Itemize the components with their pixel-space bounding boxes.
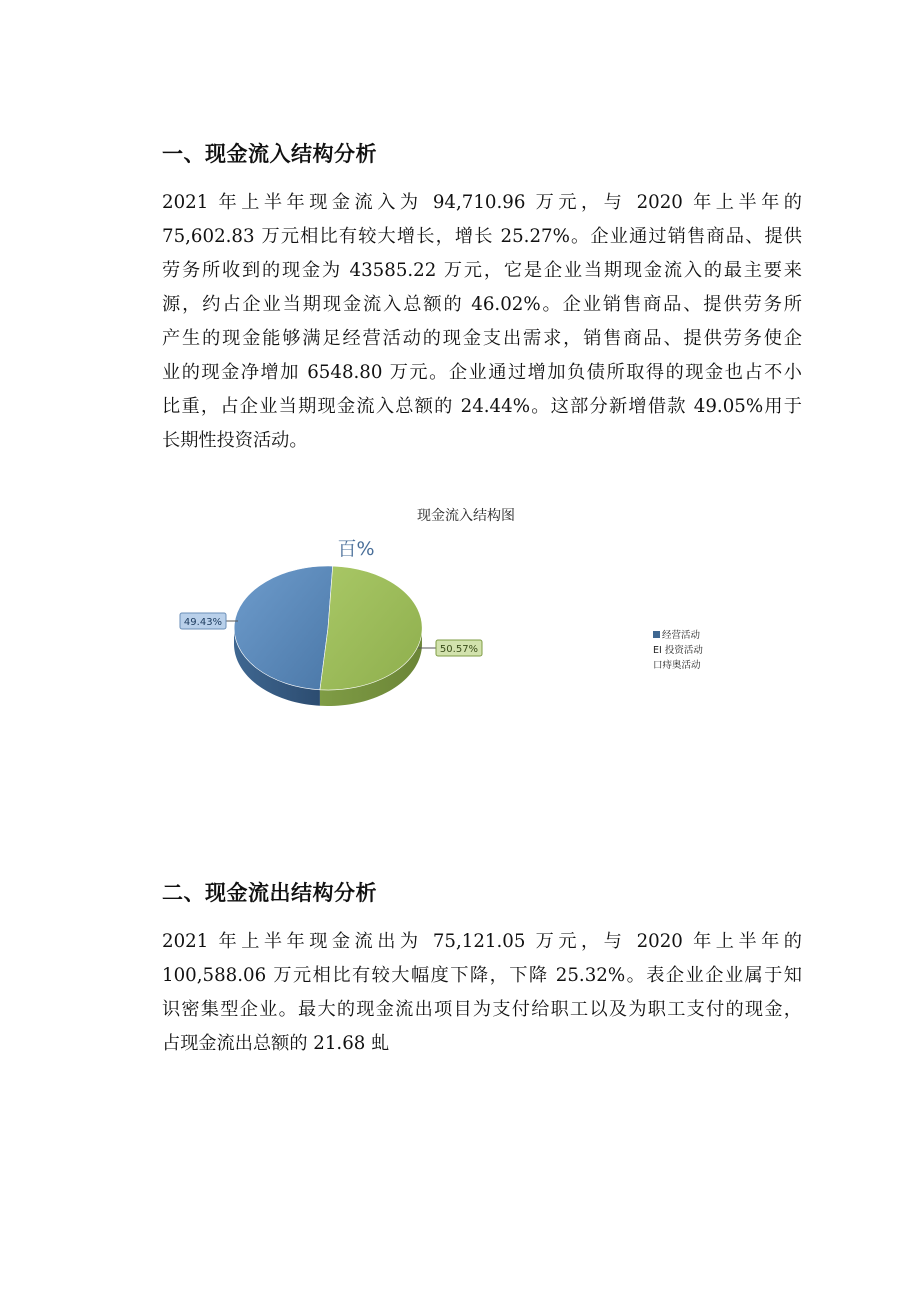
paragraph-line: 100,588.06 万元相比有较大幅度下降，下降 25.32%。表企业企业属于知 (162, 965, 802, 986)
legend-label: 口痔奥活动 (653, 660, 701, 671)
pie-slices (234, 566, 422, 706)
data-label-text: 49.43% (183, 617, 223, 628)
chart-top-annotation: 百% (337, 538, 375, 560)
paragraph-line: 2021 年上半年现金流入为 94,710.96 万元，与 2020 年上半年的 (162, 192, 802, 213)
legend-label: EI 投资活动 (653, 645, 703, 656)
data-label-text: 50.57% (439, 644, 479, 655)
legend-swatch (653, 631, 660, 638)
chart-title: 现金流入结构图 (417, 508, 515, 524)
chart-legend (653, 629, 703, 671)
paragraph-line: 识密集型企业。最大的现金流出项目为支付给职工以及为职工支付的现金， (162, 999, 802, 1020)
section1-heading: 一、现金流入结构分析 (162, 142, 377, 166)
data-label-0 (180, 613, 238, 629)
section2-paragraph (162, 925, 802, 1061)
paragraph-line: 业的现金净增加 6548.80 万元。企业通过增加负债所取得的现金也占不小 (162, 362, 802, 383)
paragraph-line: 2021 年上半年现金流出为 75,121.05 万元，与 2020 年上半年的 (162, 931, 802, 952)
paragraph-line: 源，约占企业当期现金流入总额的 46.02%。企业销售商品、提供劳务所 (162, 294, 802, 315)
paragraph-line: 占现金流出总额的 21.68 虬 (162, 1033, 390, 1054)
paragraph-line: 产生的现金能够满足经营活动的现金支出需求，销售商品、提供劳务使企 (162, 328, 802, 349)
section2-heading: 二、现金流出结构分析 (162, 881, 377, 905)
data-label-1 (418, 640, 482, 656)
paragraph-line: 比重，占企业当期现金流入总额的 24.44%。这部分新增借款 49.05%用于 (162, 396, 802, 417)
cash-inflow-pie-chart (170, 500, 730, 740)
legend-label: 经营活动 (662, 630, 701, 641)
section1-paragraph (162, 186, 802, 458)
paragraph-line: 75,602.83 万元相比有较大增长，增长 25.27%。企业通过销售商品、提供 (162, 226, 802, 247)
paragraph-line: 长期性投资活动。 (162, 430, 308, 451)
paragraph-line: 劳务所收到的现金为 43585.22 万元，它是企业当期现金流入的最主要来 (162, 260, 802, 281)
